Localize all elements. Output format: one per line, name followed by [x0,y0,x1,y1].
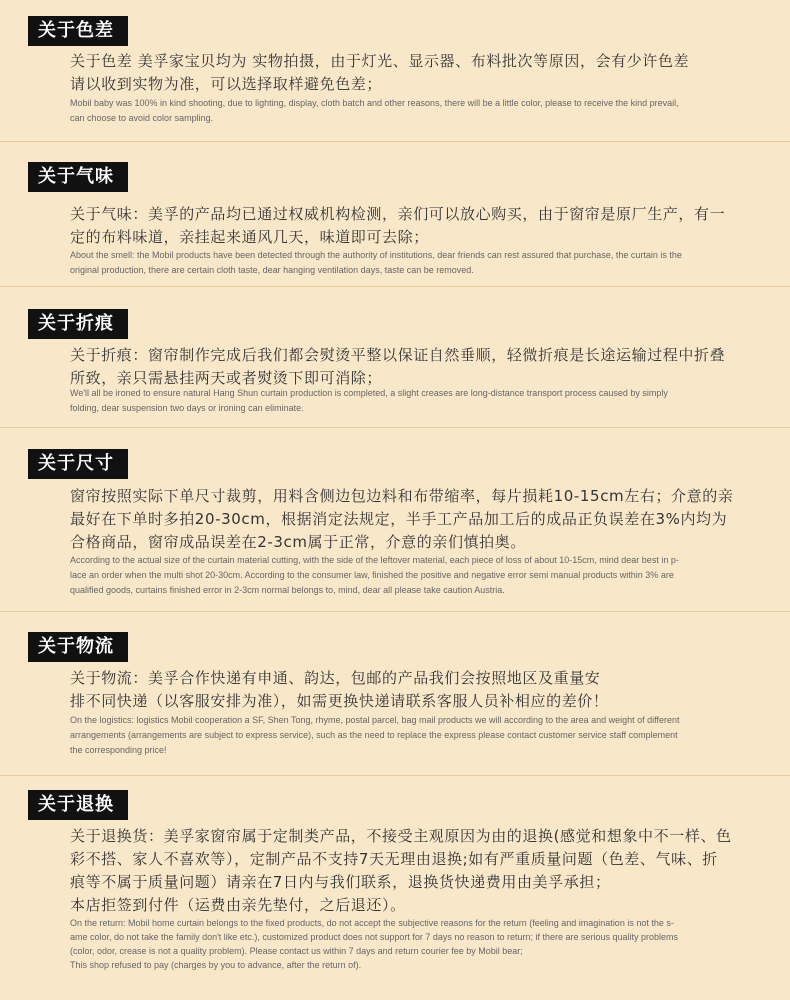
section-body-chinese: 关于物流：美孚合作快递有申通、韵达，包邮的产品我们会按照地区及重量安 排不同快递（以客服安排为准），如需更换快递请联系客服人员补相应的差价！ [70,669,609,710]
section-size [0,428,790,612]
section-returns [0,776,790,1000]
section-heading: 关于折痕 [28,309,128,339]
section-body-english: On the return: Mobil home curtain belongs to the fixed products, do not accept the subjective reasons for the return (feeling and imagination is not the s- ame color, do not take the family don't like etc.), customized product does not support for 7 days no reason to return; if there are serious quality problems (color, odor, crease is not a quality problem). Please contact us within 7 days and return courier fee by Mobil bear; This shop refused to pay (charges by you to advance, after the return of). [70,918,679,970]
section-body-english: We'll all be ironed to ensure natural Hang Shun curtain production is completed, a slight creases are long-distance transport process caused by simply folding, dear suspension two days or ironing can eliminate. [70,388,668,413]
section-body-chinese: 关于退换货：美孚家窗帘属于定制类产品，不接受主观原因为由的退换(感觉和想象中不一样、色 彩不搭、家人不喜欢等），定制产品不支持7天无理由退换;如有严重质量问题（色差、气味、折 痕等不属于质量问题）请亲在7日内与我们联系，退换货快递费用由美孚承担； 本店拒签到付件（运费由亲先垫付，之后退还）。 [70,827,732,914]
section-heading: 关于尺寸 [28,449,128,479]
section-creases [0,287,790,428]
section-body-chinese: 关于折痕：窗帘制作完成后我们都会熨烫平整以保证自然垂顺，轻微折痕是长途运输过程中折叠 所致，亲只需悬挂两天或者熨烫下即可消除； [70,346,726,387]
section-heading: 关于退换 [28,790,128,820]
section-body-english: About the smell: the Mobil products have been detected through the authority of institutions, dear friends can rest assured that purchase, the curtain is the original production, there are certain cloth taste, dear hanging ventilation days, taste can be removed. [70,250,682,275]
section-body-chinese: 关于气味：美孚的产品均已通过权威机构检测，亲们可以放心购买，由于窗帘是原厂生产，有一 定的布料味道，亲挂起来通风几天，味道即可去除； [70,205,726,246]
section-body-english: Mobil baby was 100% in kind shooting, due to lighting, display, cloth batch and other reasons, there will be a little color, please to receive the kind prevail, can choose to avoid color sampling. [70,98,679,123]
section-body-chinese: 关于色差 美孚家宝贝均为 实物拍摄，由于灯光、显示器、布料批次等原因，会有少许色差 请以收到实物为准，可以选择取样避免色差； [70,52,690,93]
section-body-chinese: 窗帘按照实际下单尺寸裁剪，用料含侧边包边料和布带缩率，每片损耗10-15cm左右；介意的亲 最好在下单时多拍20-30cm，根据消定法规定，半手工产品加工后的成品正负误差在3%内均为 合格商品，窗帘成品误差在2-3cm属于正常，介意的亲们慎拍奥。 [70,487,734,551]
section-color-difference [0,0,790,142]
section-body-english: On the logistics: logistics Mobil cooperation a SF, Shen Tong, rhyme, postal parcel, bag mail products we will according to the area and weight of different arrangements (arrangements are subject to express service), such as the need to replace the express please contact customer service staff complement the corresponding price! [70,715,680,755]
section-heading: 关于色差 [28,16,128,46]
section-logistics [0,612,790,776]
section-heading: 关于物流 [28,632,128,662]
section-smell [0,142,790,287]
section-heading: 关于气味 [28,162,128,192]
section-body-english: According to the actual size of the curtain material cutting, with the side of the leftover material, each piece of loss of about 10-15cm, mind dear best in p- lace an order when the multi shot 20-30cm. According to the consumer law, finished the positive and negative error semi manual products within 3% are qualified goods, curtains finished error in 2-3cm normal belongs to, mind, dear all please take caution Austria. [70,555,679,595]
